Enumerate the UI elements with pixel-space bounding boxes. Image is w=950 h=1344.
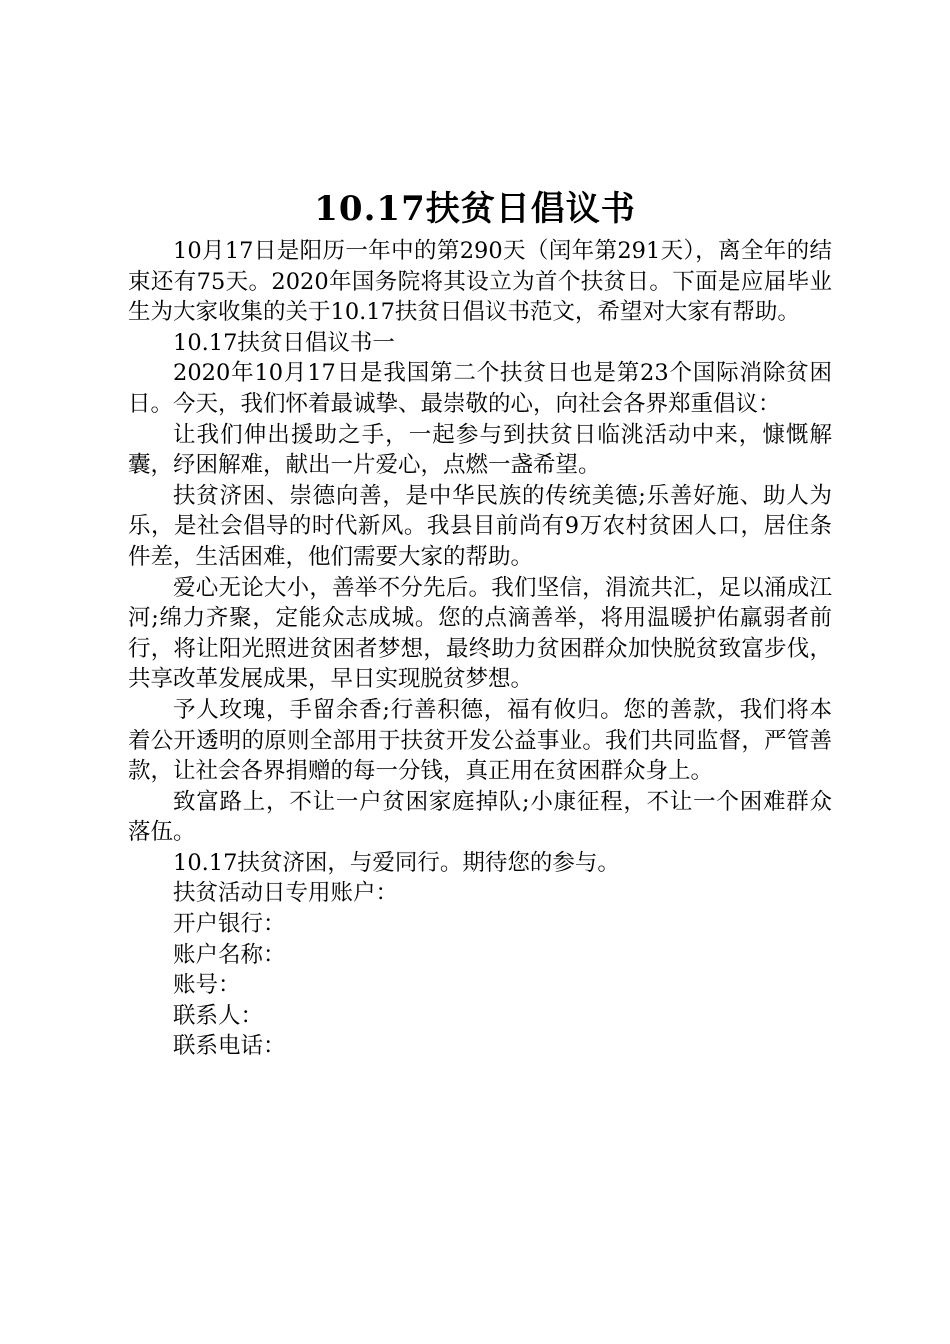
account-name-label: 账户名称： [173,941,286,968]
account-bank-label: 开户银行： [173,911,286,938]
section-heading: 10.17扶贫日倡议书一 [173,329,395,356]
paragraph-intro: 10月17日是阳历一年中的第290天（闰年第291天），离全年的结束还有75天。2020年国务院将其设立为首个扶贫日。下面是应届毕业生为大家收集的关于10.17扶贫日倡议书范文，希望对大家有帮助。 [128,238,832,326]
paragraph: 爱心无论大小，善举不分先后。我们坚信，涓流共汇，足以涌成江河;绵力齐聚，定能众志成城。您的点滴善举，将用温暖护佑羸弱者前行，将让阳光照进贫困者梦想，最终助力贫困群众加快脱贫致富步伐，共享改革发展成果，早日实现脱贫梦想。 [128,574,832,693]
paragraph: 致富路上，不让一户贫困家庭掉队;小康征程，不让一个困难群众落伍。 [128,788,832,846]
account-number-label: 账号： [173,972,241,999]
contact-phone-label: 联系电话： [173,1033,286,1060]
account-heading: 扶贫活动日专用账户： [173,880,399,907]
paragraph: 让我们伸出援助之手，一起参与到扶贫日临洮活动中来，慷慨解囊，纾困解难，献出一片爱心，点燃一盏希望。 [128,421,832,479]
document-title: 10.17扶贫日倡议书 [314,189,636,229]
paragraph: 予人玫瑰，手留余香;行善积德，福有攸归。您的善款，我们将本着公开透明的原则全部用于扶贫开发公益事业。我们共同监督，严管善款，让社会各界捐赠的每一分钱，真正用在贫困群众身上。 [128,696,832,785]
paragraph: 扶贫济困、崇德向善，是中华民族的传统美德;乐善好施、助人为乐，是社会倡导的时代新风。我县目前尚有9万农村贫困人口，居住条件差，生活困难，他们需要大家的帮助。 [128,482,832,570]
contact-person-label: 联系人： [173,1002,264,1029]
paragraph: 2020年10月17日是我国第二个扶贫日也是第23个国际消除贫困日。今天，我们怀着最诚挚、最崇敬的心，向社会各界郑重倡议： [128,360,832,417]
document-body [128,236,832,1062]
paragraph: 10.17扶贫济困，与爱同行。期待您的参与。 [173,849,620,876]
